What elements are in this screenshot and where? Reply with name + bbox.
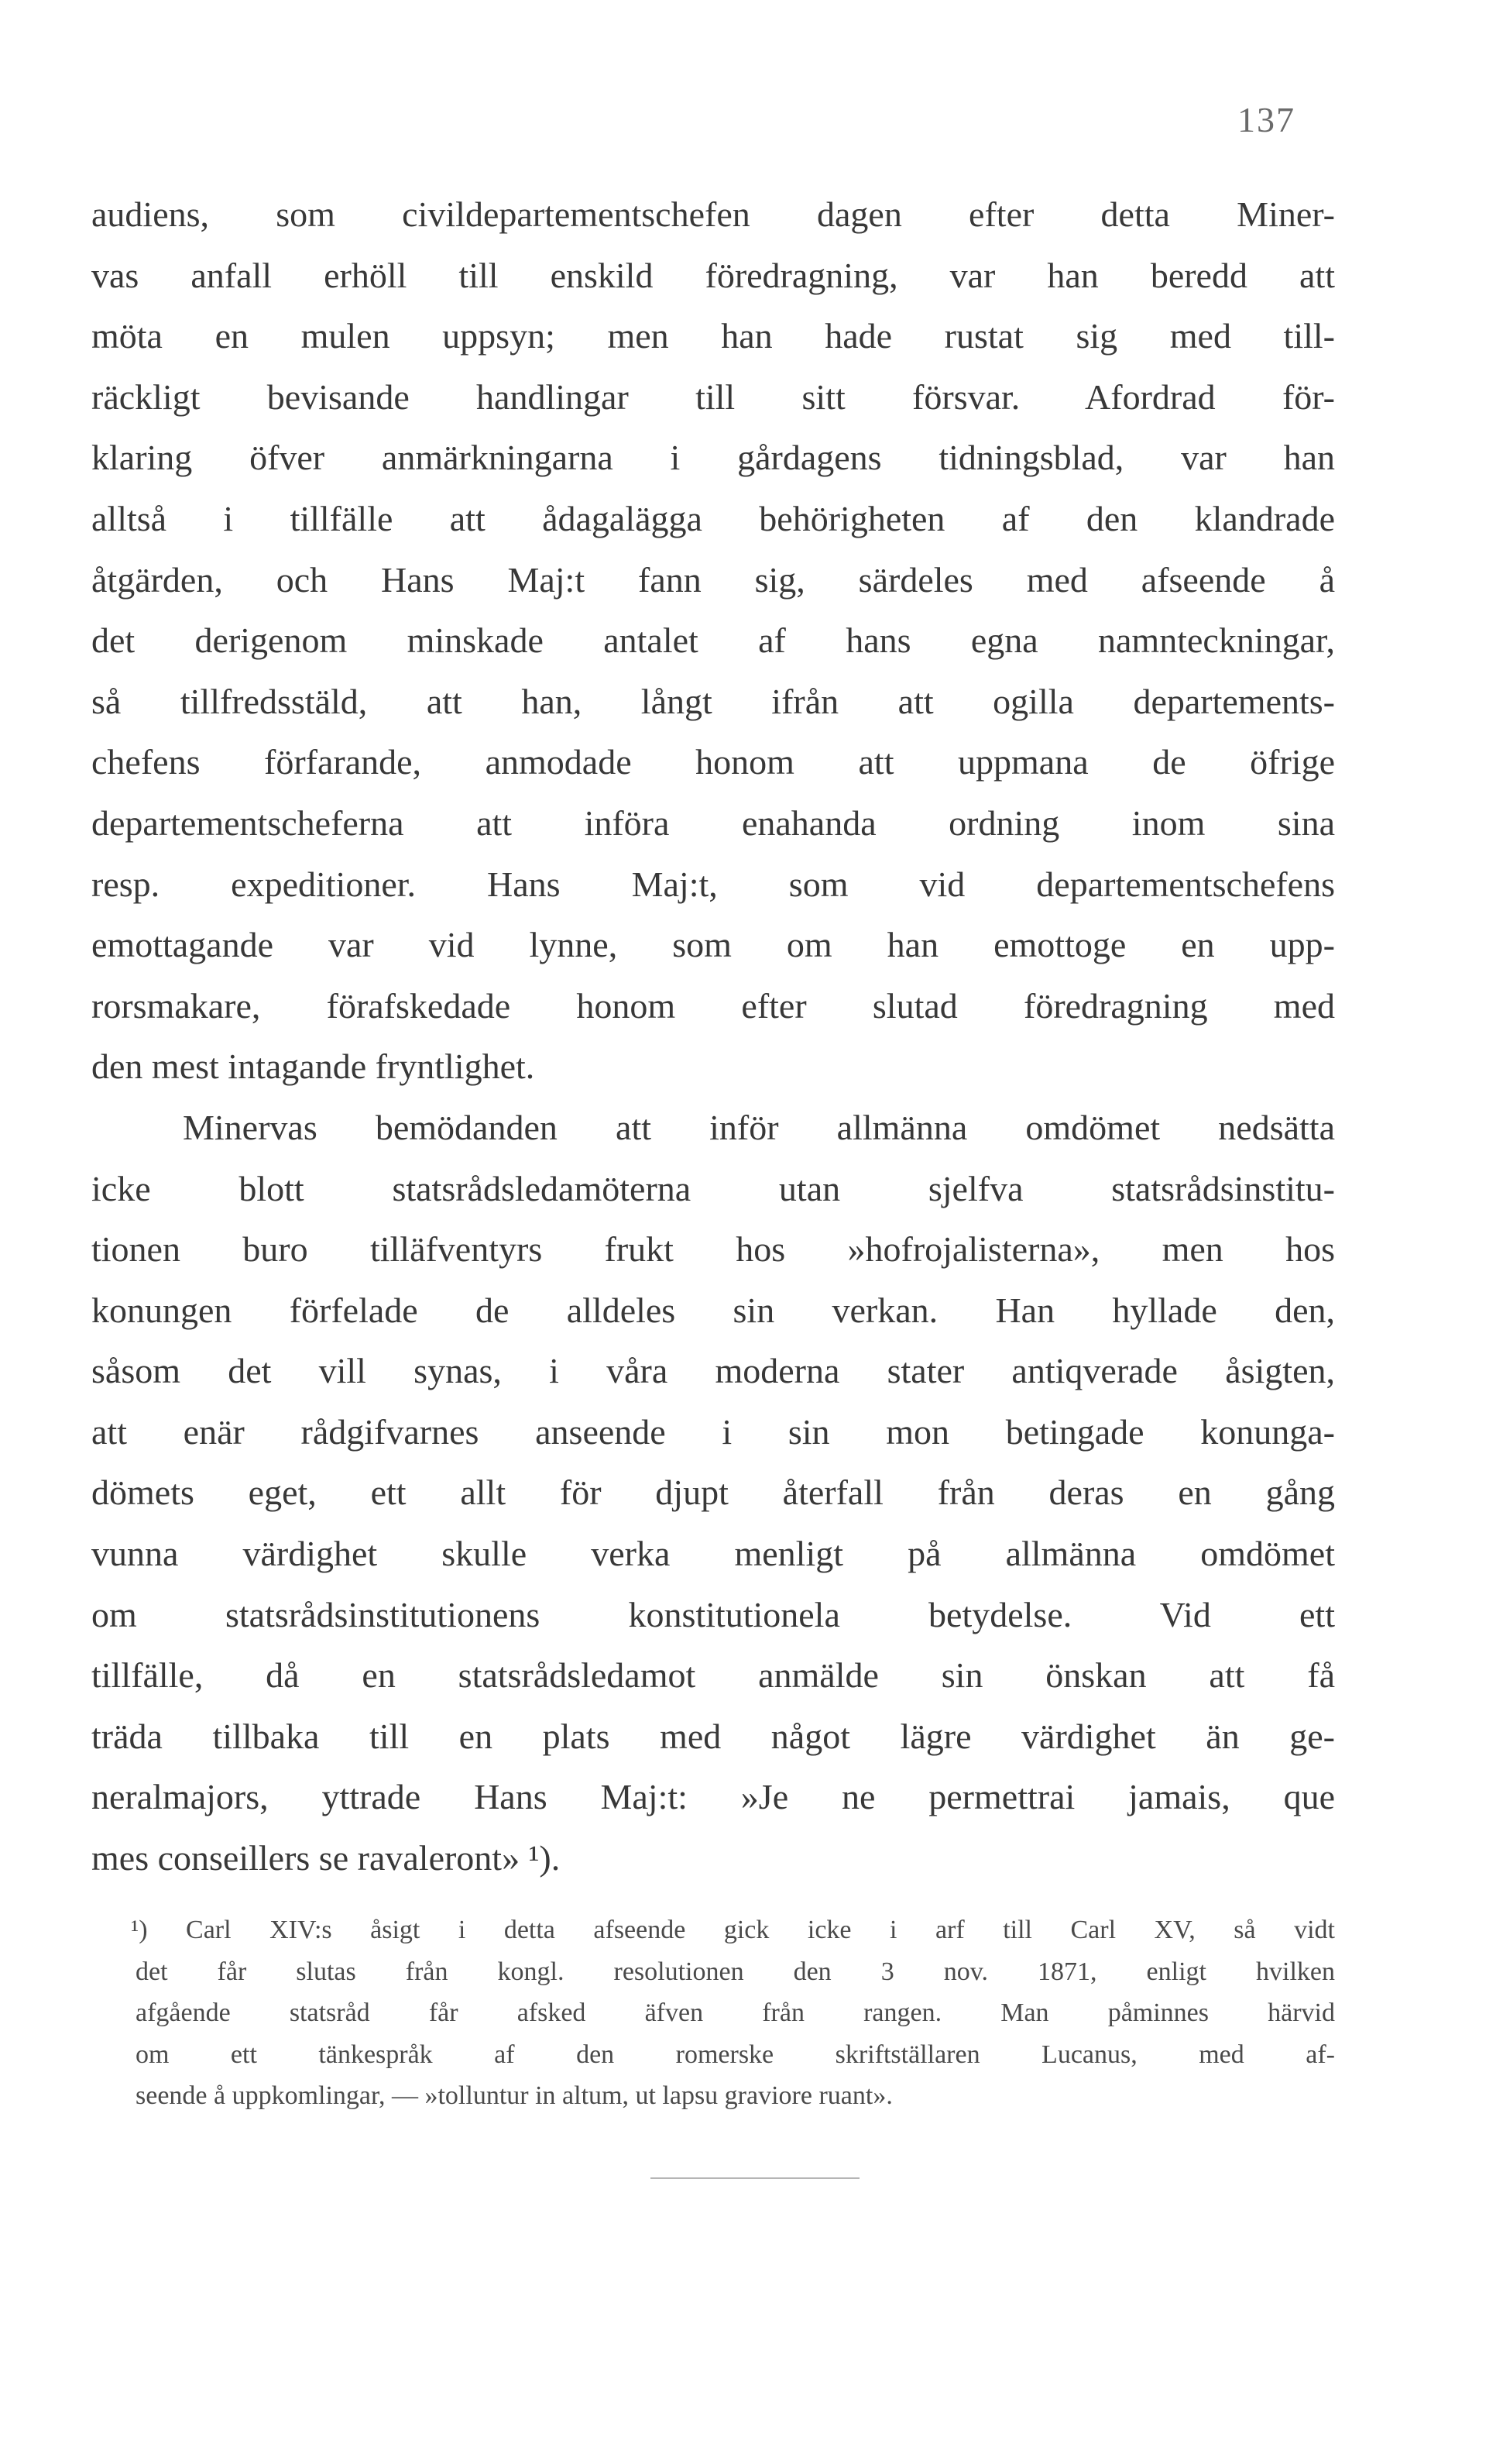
- text-line: mes conseillers se ravaleront» ¹).: [91, 1838, 561, 1878]
- text-line: vunna värdighet skulle verka menligt på allmänna omdömet: [91, 1534, 1335, 1574]
- text-line: konungen förfelade de alldeles sin verkan. Han hyllade den,: [91, 1290, 1335, 1330]
- footnote-line: afgående statsråd får afsked äfven från rangen. Man påminnes härvid: [136, 1998, 1335, 2027]
- text-line: tillfälle, då en statsrådsledamot anmälde sin önskan att få: [91, 1655, 1335, 1696]
- text-line: tionen buro tilläfventyrs frukt hos »hofrojalisterna», men hos: [91, 1229, 1335, 1270]
- text-line: emottagande var vid lynne, som om han emottoge en upp-: [91, 925, 1335, 965]
- text-line: möta en mulen uppsyn; men han hade rustat sig med till-: [91, 316, 1335, 356]
- text-line: rorsmakare, förafskedade honom efter slutad föredragning med: [91, 985, 1335, 1026]
- text-line: om statsrådsinstitutionens konstitutionela betydelse. Vid ett: [91, 1594, 1335, 1634]
- text-line: audiens, som civildepartementschefen dagen efter detta Miner-: [91, 194, 1335, 234]
- text-line: klaring öfver anmärkningarna i gårdagens tidningsblad, var han: [91, 438, 1335, 478]
- text-line: såsom det vill synas, i våra moderna stater antiqverade åsigten,: [91, 1351, 1335, 1391]
- text-line: träda tillbaka till en plats med något lägre värdighet än ge-: [91, 1716, 1335, 1756]
- text-line: chefens förfarande, anmodade honom att uppmana de öfrige: [91, 742, 1335, 782]
- text-line: åtgärden, och Hans Maj:t fann sig, särdeles med afseende å: [91, 559, 1335, 600]
- text-line: att enär rådgifvarnes anseende i sin mon betingade konunga-: [91, 1411, 1335, 1452]
- text-line: alltså i tillfälle att ådagalägga behörigheten af den klandrade: [91, 498, 1335, 538]
- text-line: den mest intagande fryntlighet.: [91, 1046, 535, 1087]
- page-number: 137: [1237, 100, 1295, 139]
- footer-rule: [650, 2177, 860, 2179]
- text-line: så tillfredsstäld, att han, långt ifrån att ogilla departements-: [91, 681, 1335, 721]
- footnote-line: om ett tänkespråk af den romerske skriftställaren Lucanus, med af-: [136, 2040, 1335, 2069]
- text-line: räckligt bevisande handlingar till sitt försvar. Afordrad för-: [91, 376, 1335, 417]
- text-line: neralmajors, yttrade Hans Maj:t: »Je ne permettrai jamais, que: [91, 1777, 1335, 1817]
- text-line: vas anfall erhöll till enskild föredragning, var han beredd att: [91, 255, 1335, 295]
- text-line: resp. expeditioner. Hans Maj:t, som vid departementschefens: [91, 864, 1335, 904]
- text-line: Minervas bemödanden att inför allmänna omdömet nedsätta: [183, 1107, 1335, 1147]
- text-line: det derigenom minskade antalet af hans egna namnteckningar,: [91, 620, 1335, 661]
- footnote-line: seende å uppkomlingar, — »tolluntur in altum, ut lapsu graviore ruant».: [136, 2081, 893, 2110]
- text-line: departementscheferna att införa enahanda ordning inom sina: [91, 802, 1335, 843]
- footnote-line: det får slutas från kongl. resolutionen den 3 nov. 1871, enligt hvilken: [136, 1957, 1335, 1986]
- body-text: [91, 184, 1335, 1889]
- footnote-line: ¹) Carl XIV:s åsigt i detta afseende gick icke i arf till Carl XV, så vidt: [131, 1916, 1335, 1944]
- text-line: dömets eget, ett allt för djupt återfall från deras en gång: [91, 1473, 1335, 1513]
- footnotes: [131, 1909, 1335, 2117]
- text-line: icke blott statsrådsledamöterna utan sjelfva statsrådsinstitu-: [91, 1168, 1335, 1208]
